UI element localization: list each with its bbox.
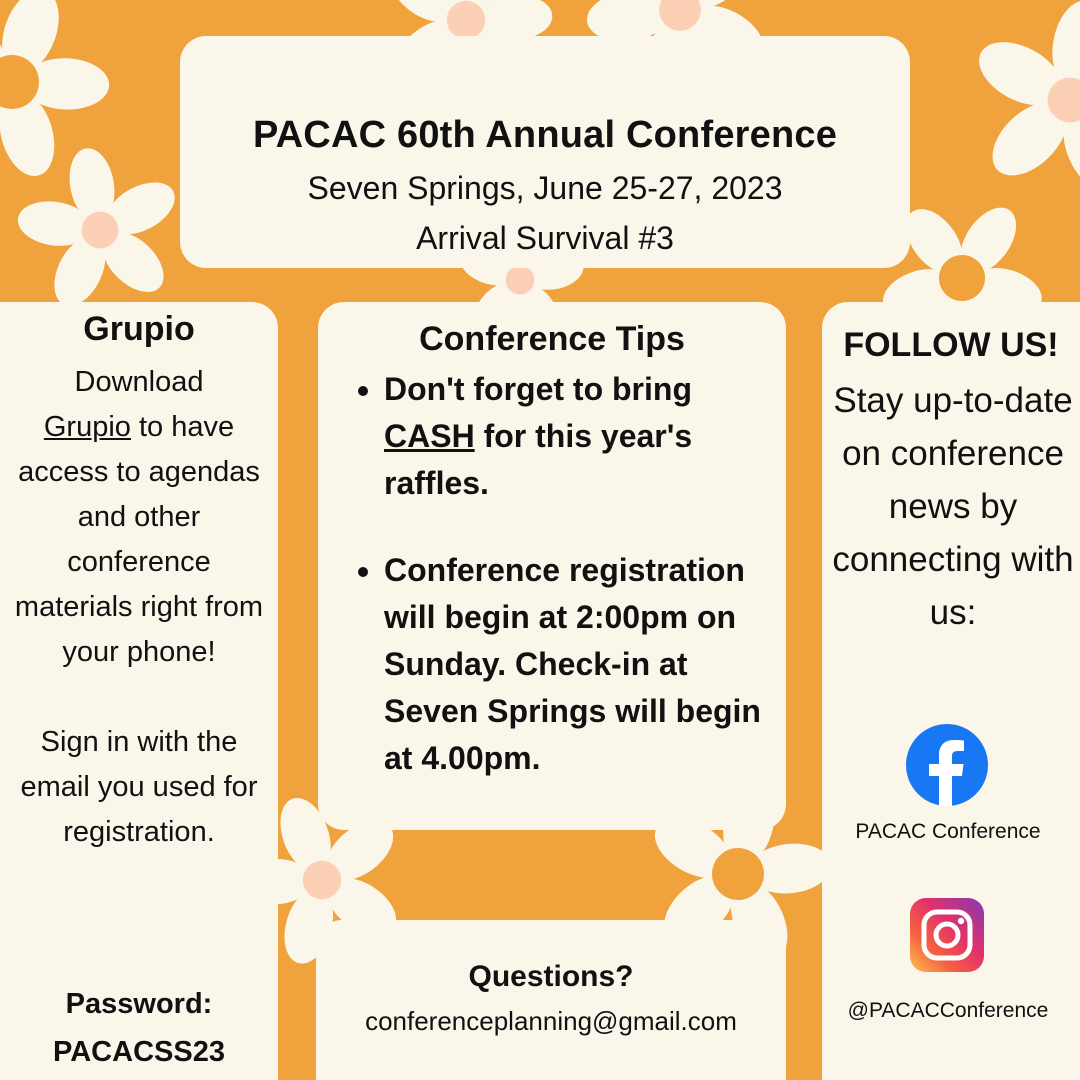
follow-heading: FOLLOW US!: [843, 326, 1059, 364]
cash-link[interactable]: CASH: [384, 418, 475, 454]
password-value: PACACSS23: [53, 1036, 225, 1068]
conference-tips-card: [318, 302, 786, 830]
tip-cash: [384, 366, 772, 507]
tip-registration: • Conference registration will begin at 2:00pm on Sunday. Check-in at Seven Springs will begin at 4.00pm.: [384, 547, 772, 782]
tip-cash-text-end: for this year's raffles.: [384, 418, 693, 501]
follow-us-card: [822, 302, 1080, 1080]
contact-email[interactable]: conferenceplanning@gmail.com: [365, 1006, 737, 1036]
questions-card: [316, 920, 786, 1080]
instagram-handle[interactable]: @PACACConference: [847, 999, 1049, 1022]
grupio-link[interactable]: Grupio: [43, 411, 131, 443]
download-text: Download: [74, 366, 204, 398]
follow-description: Stay up-to-date on conference news by connecting with us:: [832, 381, 1074, 632]
password-label: Password:: [65, 988, 213, 1020]
conference-title: PACAC 60th Annual Conference: [252, 114, 838, 156]
grupio-card: [0, 302, 278, 1080]
header-card: [180, 36, 910, 268]
grupio-description: [6, 360, 272, 855]
questions-label: Questions?: [468, 960, 634, 993]
signin-instructions: Sign in with the email you used for registration.: [20, 726, 258, 848]
tips-list: [342, 366, 772, 782]
conference-location-dates: Seven Springs, June 25-27, 2023: [307, 170, 783, 206]
newsletter-edition: Arrival Survival #3: [416, 220, 674, 256]
tip-cash-text: Don't forget to bring: [384, 371, 692, 407]
facebook-handle[interactable]: PACAC Conference: [855, 820, 1041, 843]
instagram-icon[interactable]: [910, 898, 984, 972]
facebook-icon[interactable]: [906, 724, 988, 806]
grupio-heading: Grupio: [83, 310, 195, 348]
grupio-description-text: to have access to agendas and other conference materials right from your phone!: [14, 411, 264, 668]
tips-heading: Conference Tips: [419, 320, 685, 358]
